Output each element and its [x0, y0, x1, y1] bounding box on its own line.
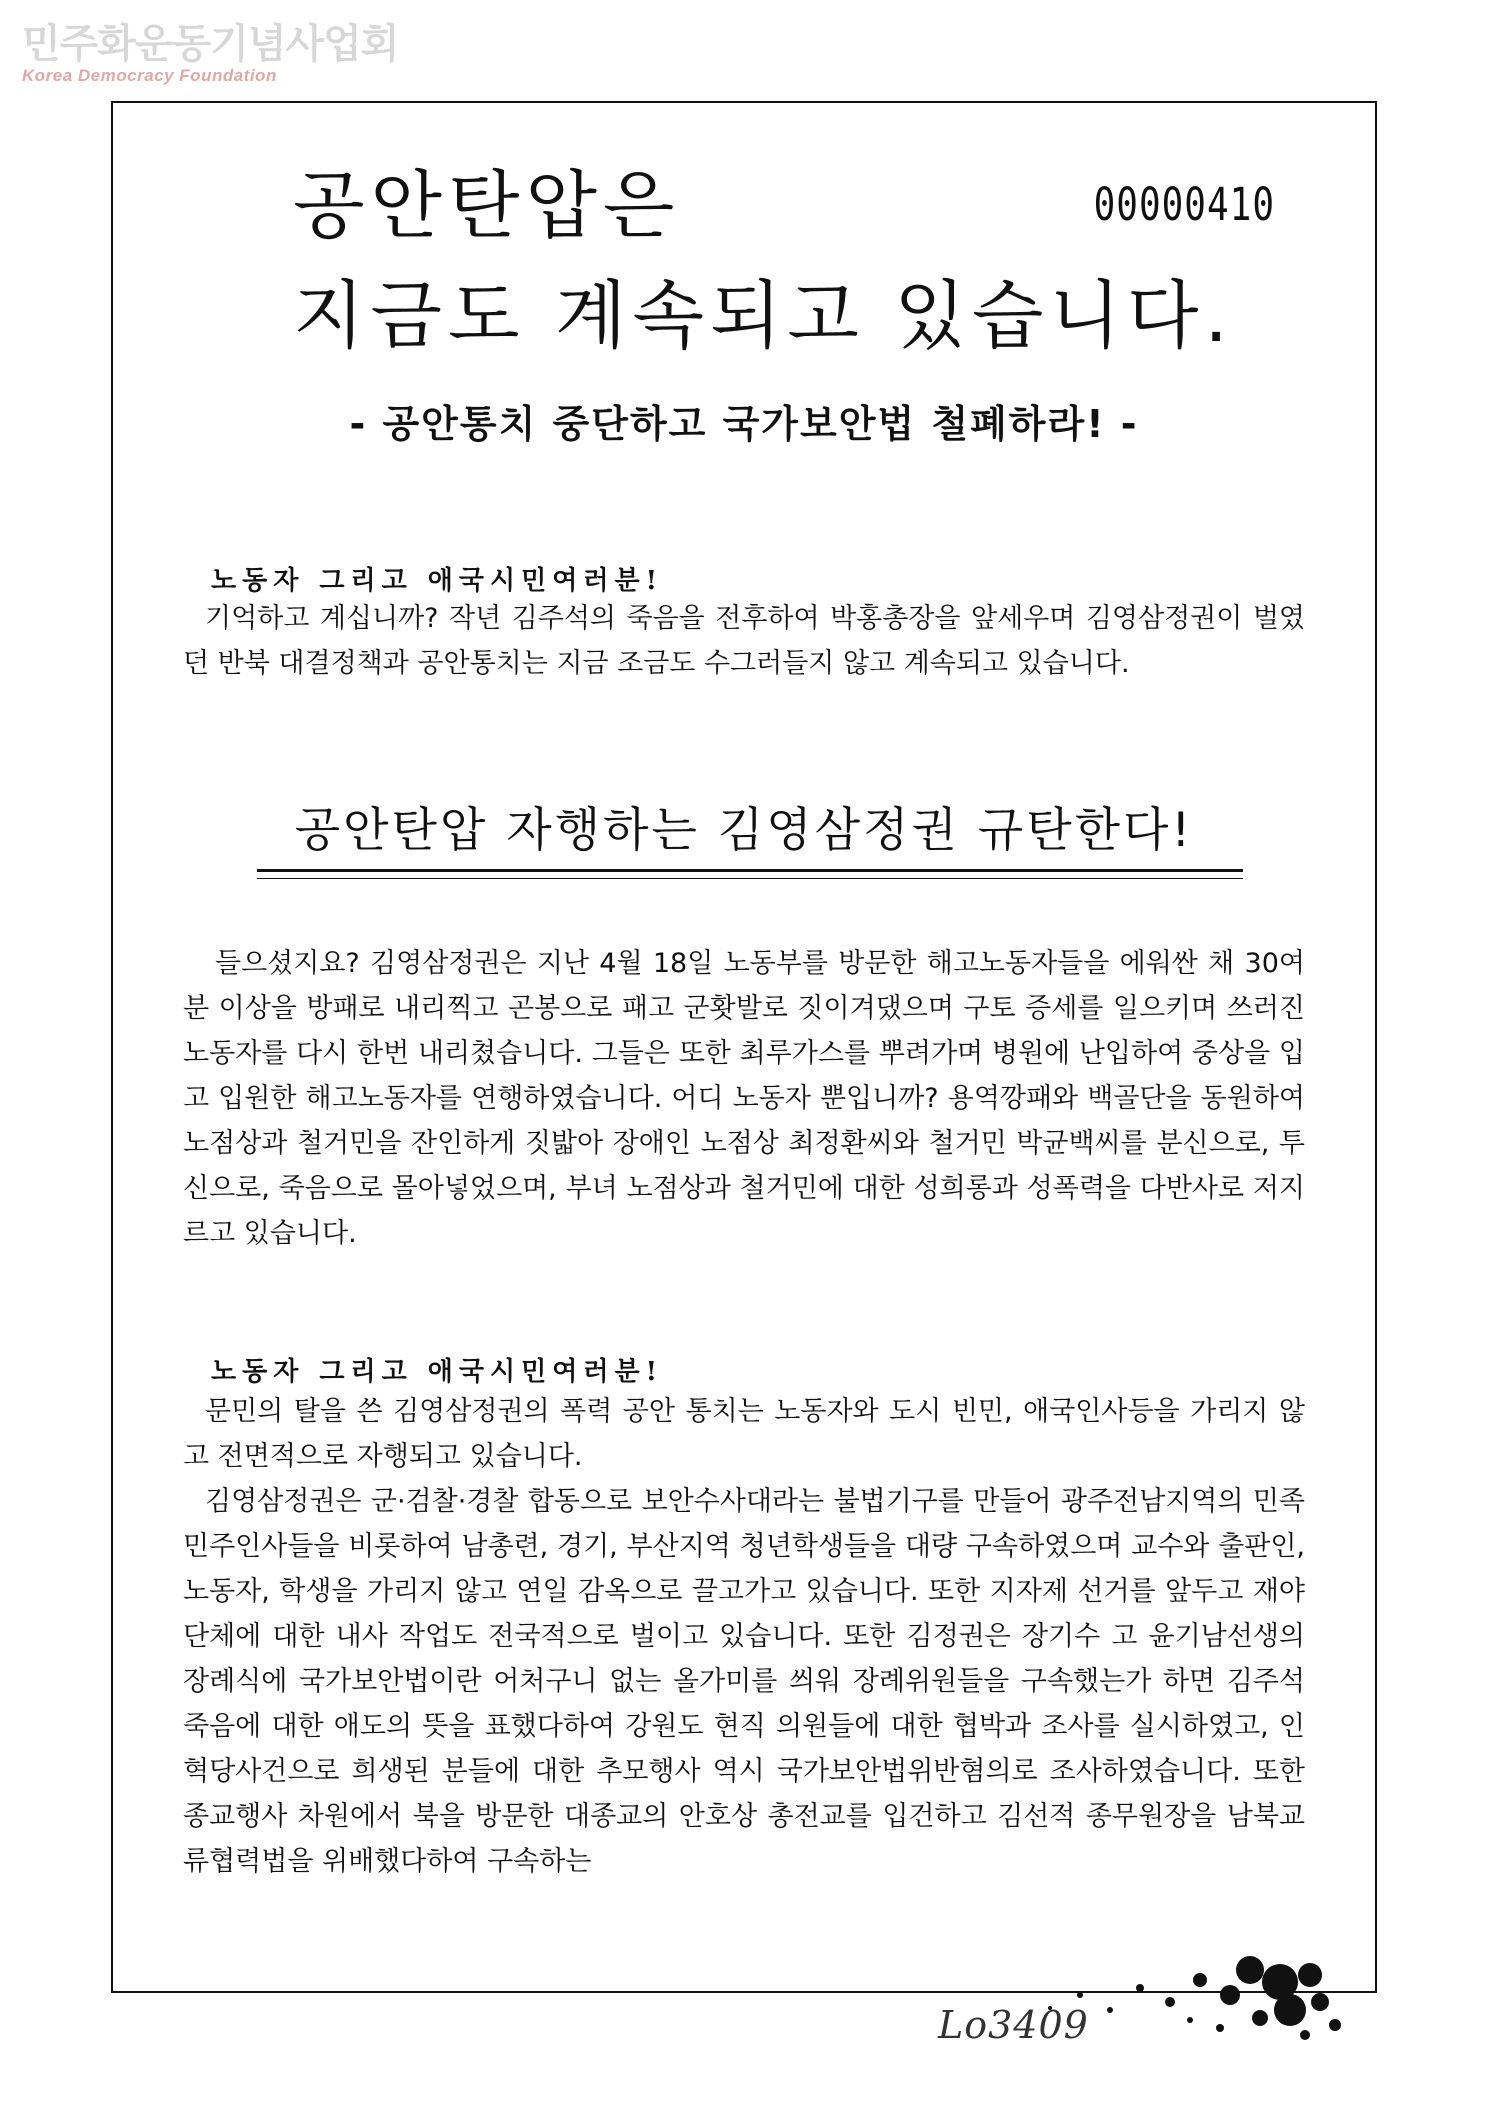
serial-number: 00000410	[1093, 179, 1275, 232]
salutation-1: 노동자 그리고 애국시민여러분!	[211, 566, 664, 596]
handwritten-note: Lo3409	[938, 2003, 1089, 2047]
watermark-logo	[22, 22, 398, 86]
title-line-1: 공안탄압은	[293, 163, 681, 249]
document-frame	[111, 101, 1377, 1993]
salutation-2: 노동자 그리고 애국시민여러분!	[211, 1357, 664, 1387]
title-line-2: 지금도 계속되고 있습니다.	[293, 273, 1234, 359]
paragraph-4: 김영삼정권은 군·검찰·경찰 합동으로 보안수사대라는 불법기구를 만들어 광주전남지역의 민족민주인사들을 비롯하여 남총련, 경기, 부산지역 청년학생들을 대량 구속하였으며 교수와 출판인, 노동자, 학생을 가리지 않고 연일 감옥으로 끌고가고 있습니다. 또한 지자제 선거를 앞두고 재야 단체에 대한 내사 작업도 전국적으로 벌이고 있습니다. 또한 김정권은 장기수 고 윤기남선생의 장례식에 국가보안법이란 어처구니 없는 올가미를 씌워 장례위원들을 구속했는가 하면 김주석 죽음에 대한 애도의 뜻을 표했다하여 강원도 현직 의원들에 대한 협박과 조사를 실시하였고, 인혁당사건으로 희생된 분들에 대한 추모행사 역시 국가보안법위반혐의로 조사하였습니다. 또한 종교행사 차원에서 북을 방문한 대종교의 안호상 총전교를 입건하고 김선적 종무원장을 남북교류협력법을 위배했다하여 구속하는	[183, 1486, 1305, 1877]
heading-underline	[257, 869, 1243, 879]
paragraph-3: 문민의 탈을 쓴 김영삼정권의 폭력 공안 통치는 노동자와 도시 빈민, 애국인사등을 가리지 않고 전면적으로 자행되고 있습니다.	[183, 1396, 1305, 1472]
paragraph-2: 들으셨지요? 김영삼정권은 지난 4월 18일 노동부를 방문한 해고노동자들을 에워싼 채 30여분 이상을 방패로 내리찍고 곤봉으로 패고 군홧발로 짓이겨댔으며 구토 증세를 일으키며 쓰러진 노동자를 다시 한번 내리쳤습니다. 그들은 또한 최루가스를 뿌려가며 병원에 난입하여 중상을 입고 입원한 해고노동자를 연행하였습니다. 어디 노동자 뿐입니까? 용역깡패와 백골단을 동원하여 노점상과 철거민을 잔인하게 짓밟아 장애인 노점상 최정환씨와 철거민 박균백씨를 분신으로, 투신으로, 죽음으로 몰아넣었으며, 부녀 노점상과 철거민에 대한 성희롱과 성폭력을 다반사로 저지르고 있습니다.	[183, 948, 1305, 1249]
paragraph-1: 기억하고 계십니까? 작년 김주석의 죽음을 전후하여 박홍총장을 앞세우며 김영삼정권이 벌였던 반북 대결정책과 공안통치는 지금 조금도 수그러들지 않고 계속되고 있습니다.	[183, 603, 1305, 679]
watermark-english: Korea Democracy Foundation	[22, 66, 277, 85]
section-heading: 공안탄압 자행하는 김영삼정권 규탄한다!	[294, 803, 1194, 858]
subtitle: - 공안통치 중단하고 국가보안법 철폐하라! -	[349, 402, 1139, 446]
watermark-korean: 민주화운동기념사업회	[22, 21, 399, 67]
